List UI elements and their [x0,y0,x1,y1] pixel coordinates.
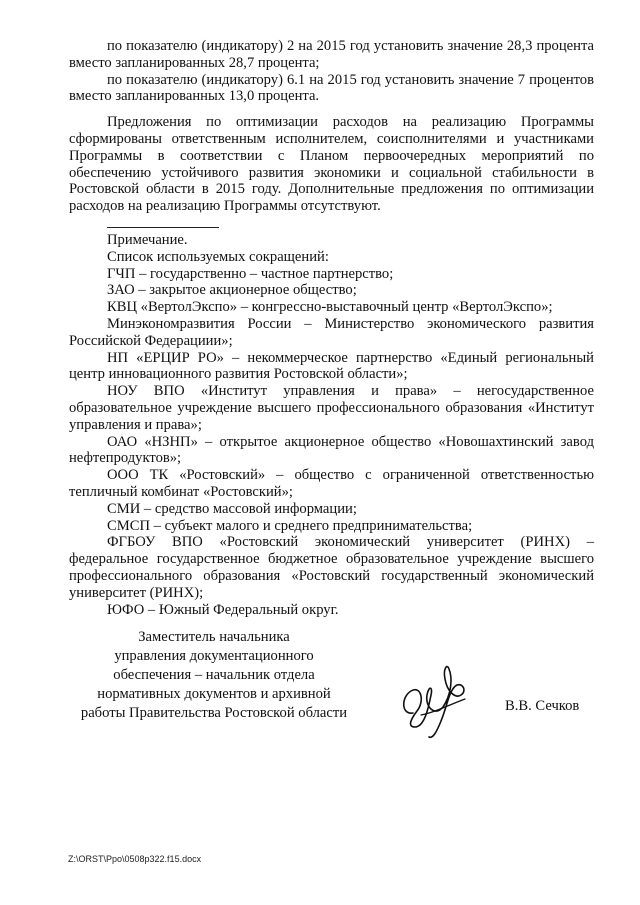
list-item: ФГБОУ ВПО «Ростовский экономический университет (РИНХ) – федеральное государственное бюджетное образовательное учреждение высшего профессионального образования «Ростовский государственный экономический университет (РИНХ); [69,534,594,601]
handwritten-signature [395,655,475,740]
signer-name: В.В. Сечков [505,698,580,714]
list-item: НОУ ВПО «Институт управления и права» – негосударственное образовательное учреждение высшего профессионального образования «Институт управления и права»; [69,383,594,433]
list-item: НП «ЕРЦИР РО» – некоммерческое партнерство «Единый региональный центр инновационного развития Ростовской области»; [69,349,594,383]
list-item: СМСП – субъект малого и среднего предпринимательства; [107,517,473,534]
list-item: СМИ – средство массовой информации; [107,500,357,517]
proposals-paragraph: Предложения по оптимизации расходов на реализацию Программы сформированы ответственным исполнителем, соисполнителями и участниками Программы в соответствии с Планом первоочередных мероприятий по обеспечению устойчивого развития экономики и социальной стабильности в Ростовской области в 2015 году. Дополнительные предложения по оптимизации расходов на реализацию Программы отсутствуют. [69,114,594,215]
list-item: ООО ТК «Ростовский» – общество с ограниченной ответственностью тепличный комбинат «Ростовский»; [69,467,594,500]
file-path-footer: Z:\ORST\Ppo\0508p322.f15.docx [68,854,202,864]
indicator-paragraph-6-1: по показателю (индикатору) 6.1 на 2015 год установить значение 7 процентов вместо запланированных 13,0 процента. [69,71,594,105]
signatory-position [69,628,359,723]
abbreviations-title: Список используемых сокращений: [107,248,329,265]
note-divider [107,227,219,228]
list-item: КВЦ «ВертолЭкспо» – конгрессно-выставочный центр «ВертолЭкспо»; [107,299,553,316]
position-line: управления документационного [114,648,314,664]
list-item: ОАО «НЗНП» – открытое акционерное общество «Новошахтинский завод нефтепродуктов»; [69,433,594,467]
list-item: ЗАО – закрытое акционерное общество; [107,282,357,299]
abbreviations-list [69,266,594,619]
position-line: обеспечения – начальник отдела [113,667,315,683]
position-line: Заместитель начальника [138,629,290,645]
position-line: нормативных документов и архивной [97,686,331,702]
position-line: работы Правительства Ростовской области [80,705,348,721]
document-body [69,38,594,618]
note-title: Примечание. [107,231,188,248]
list-item: ЮФО – Южный Федеральный округ. [107,601,339,618]
list-item: ГЧП – государственно – частное партнерство; [107,265,394,282]
indicator-paragraph-2: по показателю (индикатору) 2 на 2015 год установить значение 28,3 процента вместо запланированных 28,7 процента; [69,38,594,71]
list-item: Минэкономразвития России – Министерство экономического развития Российской Федерациии»; [69,315,594,349]
